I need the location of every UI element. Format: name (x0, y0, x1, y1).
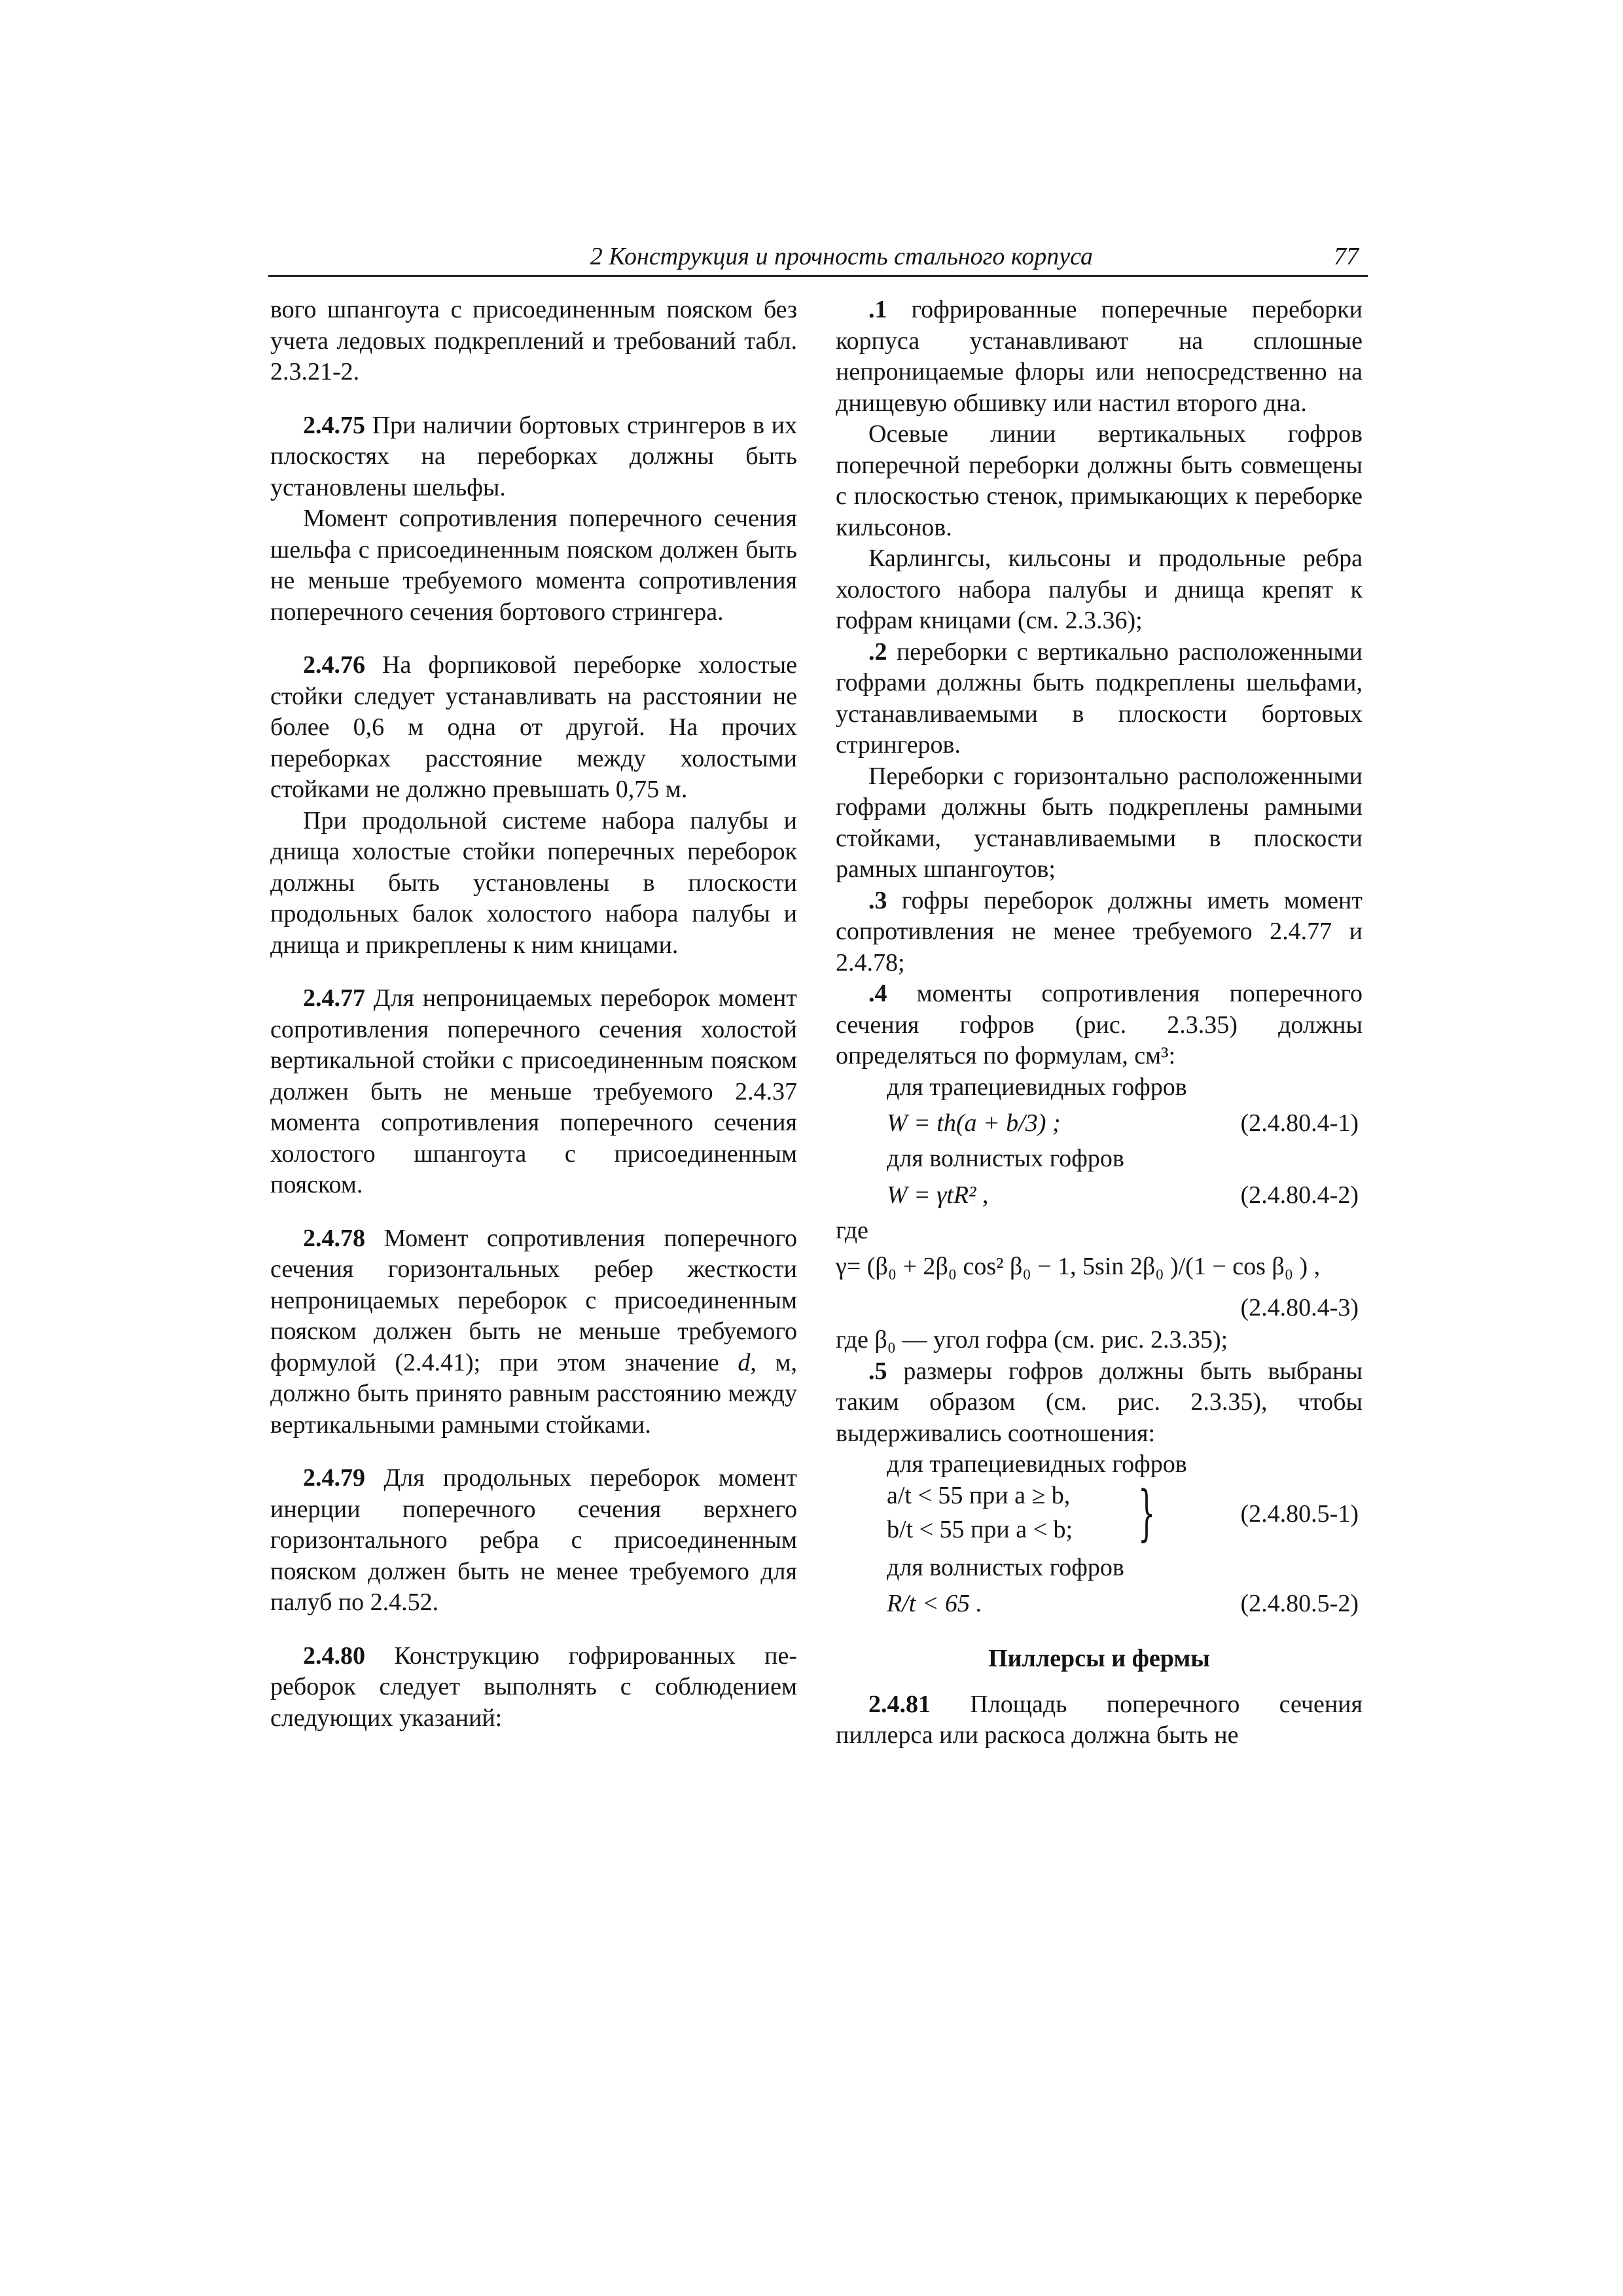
formula-number: (2.4.80.4-1) (1240, 1109, 1359, 1137)
section-text: Момент сопротивления поперечного сечения горизонтальных ребер жесткости непроницаемых переборок с присоединенным пояском должен быть не меньше требуемого формулой (2.4.41); при этом значение (270, 1224, 797, 1376)
section-2-4-78 (270, 1223, 797, 1441)
item-text: переборки с вертикально расположенными гофрами должны быть подкреплены шельфами, устанавливаемыми в плоскости бортовых стрингеров. (836, 637, 1363, 759)
formula-2-4-80-4-1 (836, 1103, 1363, 1143)
section-number: 2.4.81 (868, 1690, 931, 1718)
item-text: моменты сопротивления поперечного сечения гофров (рис. 2.3.35) должны определяться по формулам, см³: (836, 980, 1363, 1069)
section-number: 2.4.80 (303, 1641, 365, 1670)
paragraph: Карлингсы, кильсоны и продольные ребра холостого набора палубы и днища крепят к гофрам кницами (см. 2.3.36); (836, 545, 1363, 634)
item-5 (836, 1356, 1363, 1450)
section-text: , м, должно быть принято равным расстоянию между вертикальными рамными стойками. (270, 1348, 797, 1439)
item-number: .1 (868, 296, 887, 323)
item-number: .4 (868, 980, 887, 1007)
right-brace-icon: } (1138, 1477, 1156, 1548)
section-text: Для непроницаемых переборок момент сопротивления поперечного сечения холостой вертикальной стойки с присоединенным пояском должен быть не меньше требуемого 2.4.37 момента сопротивления поперечного сечения холостого шпангоута с присоединенным пояском. (270, 984, 797, 1198)
section-2-4-80 (270, 1641, 797, 1734)
formula-expression: W = γtR² , (887, 1181, 989, 1209)
item-number: .3 (868, 886, 887, 914)
right-column (836, 295, 1363, 1751)
formula-2-4-80-4-3 (836, 1246, 1363, 1291)
section-number: 2.4.78 (303, 1224, 365, 1252)
item-text: гофры переборок должны иметь момент сопротивления не менее требуемого 2.4.77 и 2.4.78; (836, 886, 1363, 977)
section-number: 2.4.76 (303, 651, 365, 679)
formula-expression: R/t < 65 . (887, 1590, 982, 1617)
section-2-4-79 (270, 1463, 797, 1619)
paragraph: При продольной системе набора палубы и днища холостые стойки поперечных переборок должны быть установлены в плоскости продольных балок холостого набора палубы и днища и прикреплены к ним кницами. (270, 806, 797, 959)
section-text: На форпиковой переборке холостые стойки следует устанавливать на расстоянии не более 0,6 м одна от другой. На прочих переборках расстояние между холостыми стойками не должно превышать 0,75 м. (270, 651, 797, 803)
running-header (268, 236, 1368, 277)
formula-caption: для трапециевидных гофров (887, 1073, 1187, 1101)
section-number: 2.4.75 (303, 411, 365, 439)
section-2-4-77 (270, 983, 797, 1201)
formula-2-4-80-4-2 (836, 1175, 1363, 1215)
formula-expression: W = th(a + b/3) ; (887, 1109, 1061, 1137)
item-2 (836, 637, 1363, 761)
item-4 (836, 978, 1363, 1072)
paragraph: вого шпангоута с присоединенным пояском без учета ледовых подкреплений и требований табл. 2.3.21-2. (270, 296, 797, 386)
condition-line: b/t < 55 при a < b; (887, 1515, 1073, 1543)
section-text: Конструкцию гофрированных переборок следует выполнять с соблюдением следующих указаний: (270, 1641, 797, 1732)
section-2-4-76 (270, 650, 797, 806)
section-number: 2.4.77 (303, 984, 365, 1012)
section-2-4-75 (270, 410, 797, 504)
paragraph: где β₀ — угол гофра (см. рис. 2.3.35); (836, 1326, 1228, 1354)
item-3 (836, 886, 1363, 979)
paragraph: Осевые линии вертикальных гофров поперечной переборки должны быть совмещены с плоскостью стенок, примыкающих к переборке кильсонов. (836, 420, 1363, 541)
formula-2-4-80-5-1 (836, 1477, 1363, 1552)
section-2-4-81 (836, 1689, 1363, 1751)
item-text: гофрированные поперечные переборки корпуса устанавливают на сплошные непроницаемые флоры или непосредственно на днищевую обшивку или настил второго дна. (836, 296, 1363, 417)
page-number: 77 (1334, 243, 1359, 270)
formula-caption: для волнистых гофров (887, 1145, 1124, 1172)
item-text: размеры гофров должны быть выбраны таким образом (см. рис. 2.3.35), чтобы выдерживались соотношения: (836, 1357, 1363, 1447)
formula-number: (2.4.80.5-1) (1240, 1499, 1359, 1528)
item-number: .2 (868, 637, 887, 666)
left-column (270, 295, 797, 1734)
item-number: .5 (868, 1357, 887, 1385)
formula-number: (2.4.80.4-2) (1240, 1181, 1359, 1209)
formula-caption: для трапециевидных гофров (887, 1450, 1187, 1478)
section-text: Площадь поперечного сечения пиллерса или раскоса должна быть не (836, 1690, 1363, 1749)
paragraph: Момент сопротивления поперечного сечения шельфа с присоединенным пояском должен быть не меньше требуемого момента сопротивления поперечного сечения бортового стрингера. (270, 505, 797, 626)
section-text: Для продольных переборок момент инерции поперечного сечения верхнего горизонтального ребра с присоединенным пояском должен быть не менее требуемого для палуб по 2.4.52. (270, 1464, 797, 1616)
section-heading: Пиллерсы и фермы (988, 1645, 1210, 1672)
section-text: При наличии бортовых стрингеров в их плоскостях на переборках должны быть установлены шельфы. (270, 411, 797, 501)
formula-2-4-80-5-2 (836, 1583, 1363, 1624)
variable-d: d (738, 1348, 751, 1376)
where-label: где (836, 1216, 868, 1244)
header-title: 2 Конструкция и прочность стального корпуса (590, 243, 1093, 270)
paragraph: Переборки с горизонтально расположенными гофрами должны быть подкреплены рамными стойками, устанавливаемыми в плоскости рамных шпангоутов; (836, 762, 1363, 883)
condition-line: a/t < 55 при a ≥ b, (887, 1481, 1071, 1509)
item-1 (836, 295, 1363, 419)
formula-caption: для волнистых гофров (887, 1553, 1124, 1581)
formula-number: (2.4.80.5-2) (1240, 1590, 1359, 1617)
section-number: 2.4.79 (303, 1464, 365, 1492)
formula-expression: γ= (β₀ + 2β₀ cos² β₀ − 1, 5sin 2β₀ )/(1 − cos β₀ ) , (836, 1253, 1321, 1280)
formula-number: (2.4.80.4-3) (1240, 1294, 1359, 1321)
